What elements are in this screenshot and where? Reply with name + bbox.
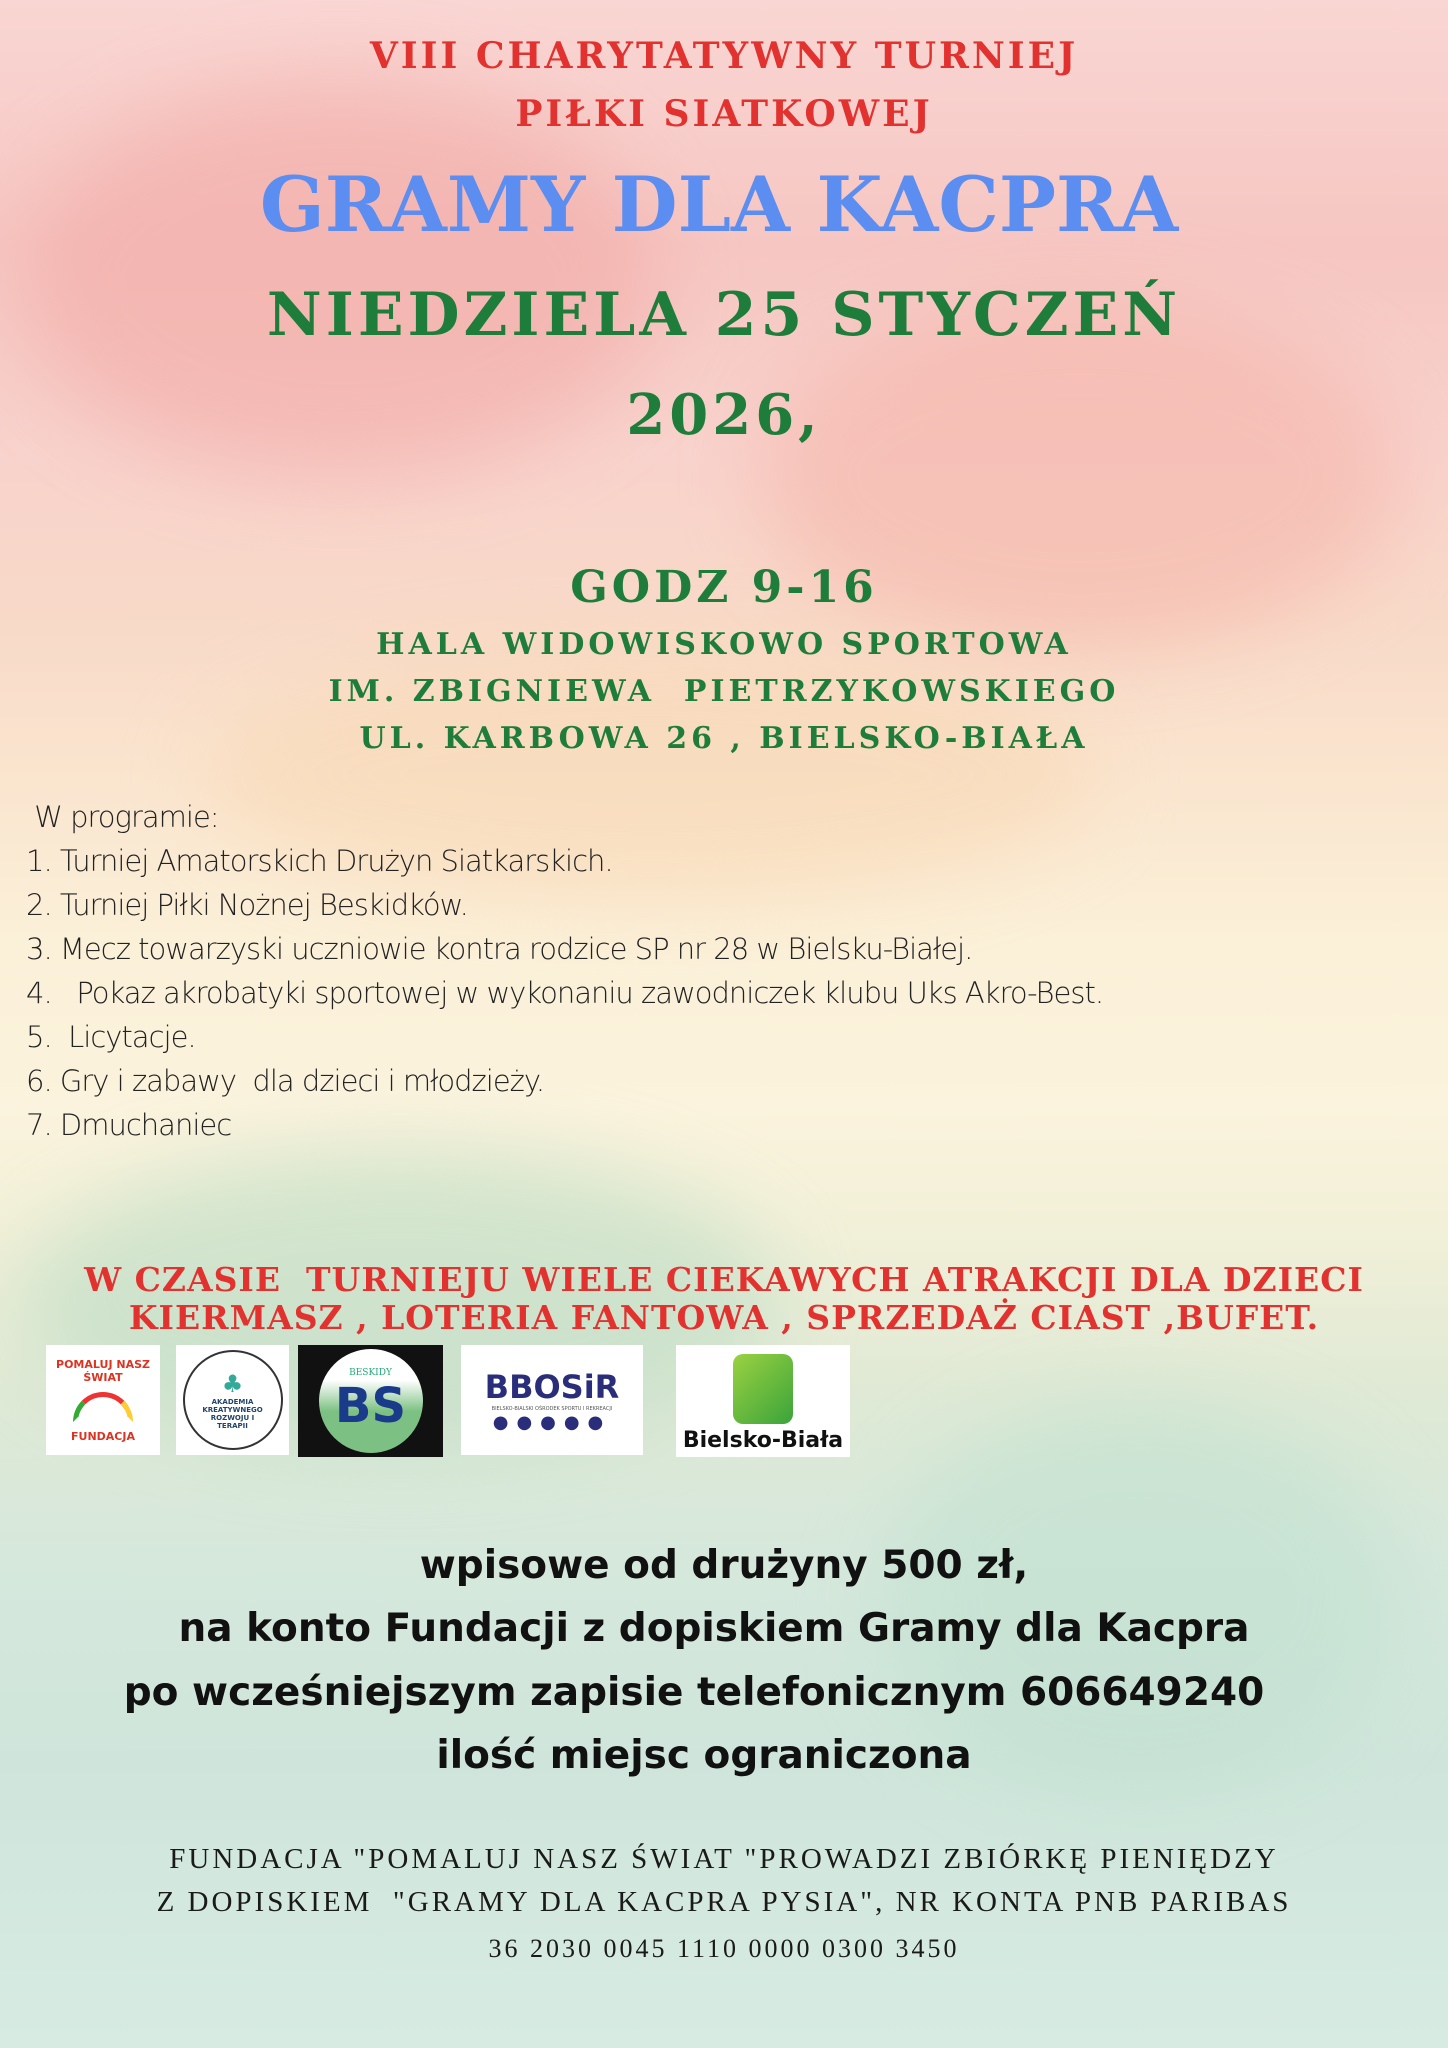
logo-bbosir: BBOSiR BIELSKO-BIALSKI OŚRODEK SPORTU I REKREACJI ●●●●● bbox=[461, 1345, 643, 1455]
event-subtitle-2: PIŁKI SIATKOWEJ bbox=[515, 93, 933, 135]
logo-akademia: ♣ AKADEMIA KREATYWNEGO ROZWOJU I TERAPII bbox=[176, 1345, 289, 1455]
venue-address: UL. KARBOWA 26 , BIELSKO-BIAŁA bbox=[359, 721, 1089, 756]
event-subtitle: VIII CHARYTATYWNY TURNIEJ bbox=[369, 35, 1079, 77]
program-item: 7. Dmuchaniec bbox=[26, 1108, 232, 1142]
program-item: 6. Gry i zabawy dla dzieci i młodzieży. bbox=[26, 1064, 545, 1098]
city-emblem bbox=[733, 1354, 793, 1424]
event-title: GRAMY DLA KACPRA bbox=[259, 160, 1179, 249]
entry-limit: ilość miejsc ograniczona bbox=[436, 1733, 972, 1778]
venue-line: IM. ZBIGNIEWA PIETRZYKOWSKIEGO bbox=[328, 674, 1120, 709]
entry-fee: wpisowe od drużyny 500 zł, bbox=[419, 1543, 1029, 1588]
footer-line: Z DOPISKIEM "GRAMY DLA KACPRA PYSIA", NR KONTA PNB PARIBAS bbox=[156, 1886, 1292, 1918]
bank-account: 36 2030 0045 1110 0000 0300 3450 bbox=[488, 1934, 960, 1963]
program-item: 1. Turniej Amatorskich Drużyn Siatkarskich. bbox=[26, 844, 613, 878]
entry-phone: po wcześniejszym zapisie telefonicznym 606649240 bbox=[123, 1670, 1265, 1715]
sport-icons: ●●●●● bbox=[492, 1411, 612, 1433]
logo-beskidy: BESKIDY BS bbox=[298, 1345, 443, 1457]
rainbow-icon bbox=[73, 1392, 133, 1422]
program-item: 3. Mecz towarzyski uczniowie kontra rodzice SP nr 28 w Bielsku-Białej. bbox=[26, 932, 973, 966]
event-date: NIEDZIELA 25 STYCZEŃ bbox=[266, 280, 1182, 350]
sponsor-logos bbox=[46, 1345, 856, 1457]
program-item: 4. Pokaz akrobatyki sportowej w wykonaniu zawodniczek klubu Uks Akro-Best. bbox=[26, 976, 1104, 1010]
program-list bbox=[26, 795, 1103, 1147]
attractions-line: W CZASIE TURNIEJU WIELE CIEKAWYCH ATRAKCJI DLA DZIECI bbox=[84, 1260, 1364, 1299]
venue-line: HALA WIDOWISKOWO SPORTOWA bbox=[376, 627, 1072, 662]
footer-line: FUNDACJA "POMALUJ NASZ ŚWIAT "PROWADZI ZBIÓRKĘ PIENIĘDZY bbox=[169, 1843, 1279, 1875]
entry-info: na konto Fundacji z dopiskiem Gramy dla Kacpra bbox=[178, 1606, 1250, 1651]
program-heading: W programie: bbox=[26, 800, 219, 834]
bks-emblem: BS bbox=[334, 1378, 407, 1434]
logo-pomaluj-nasz-swiat: POMALUJ NASZ ŚWIAT FUNDACJA bbox=[46, 1345, 160, 1455]
tree-icon: ♣ bbox=[221, 1370, 244, 1398]
attractions-line: KIERMASZ , LOTERIA FANTOWA , SPRZEDAŻ CIAST ,BUFET. bbox=[128, 1298, 1320, 1337]
event-hours: GODZ 9-16 bbox=[570, 562, 878, 613]
program-item: 5. Licytacje. bbox=[26, 1020, 196, 1054]
logo-bielsko-biala: Bielsko-Biała bbox=[676, 1345, 850, 1457]
event-year: 2026, bbox=[626, 382, 822, 448]
program-item: 2. Turniej Piłki Nożnej Beskidków. bbox=[26, 888, 468, 922]
